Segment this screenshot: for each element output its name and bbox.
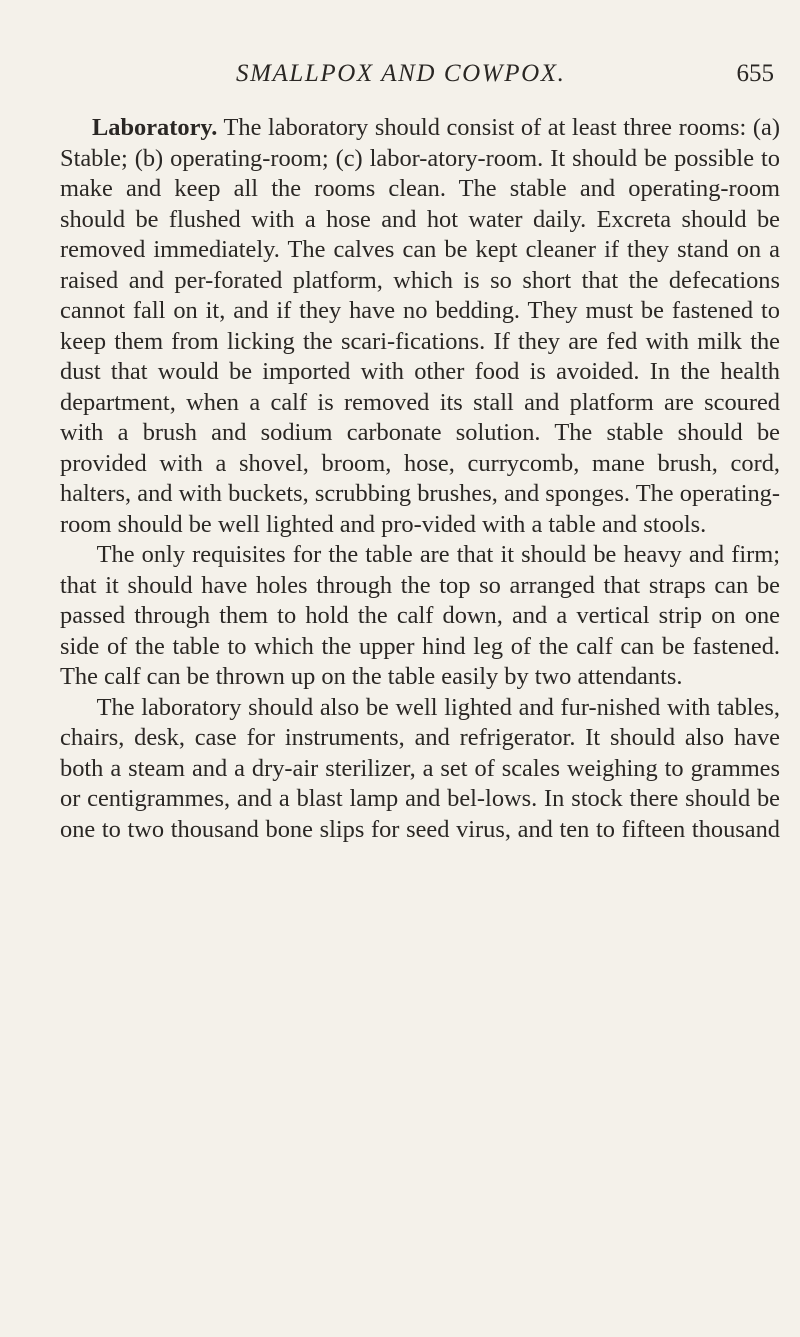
- run-in-heading: Laboratory.: [92, 114, 218, 141]
- running-head: SMALLPOX AND COWPOX.: [236, 60, 566, 87]
- page-number: 655: [736, 60, 774, 87]
- paragraph-laboratory: [60, 113, 780, 540]
- body-text: [60, 113, 780, 845]
- page-header: [60, 60, 780, 100]
- paragraph-laboratory-furnishing: The laboratory should also be well lighted and fur-nished with tables, chairs, desk, case for instruments, and refrigerator. It should also have both a steam and a dry-air sterilizer, a set of scales weighing to grammes or centigrammes, and a blast lamp and bel-lows. In stock there should be one to two thousand bone slips for seed virus, and ten to fifteen thousand: [60, 693, 780, 843]
- paragraph-table-requisites: The only requisites for the table are that it should be heavy and firm; that it should have holes through the top so arranged that straps can be passed through them to hold the calf down, and a vertical strip on one side of the table to which the upper hind leg of the calf can be fastened. The calf can be thrown up on the table easily by two attendants.: [60, 541, 780, 690]
- paragraph-text: The laboratory should consist of at least three rooms: (a) Stable; (b) operating-room; (c) labor-atory-room. It should be possible to make and keep all the rooms clean. The stable and operating-room should be flushed with a hose and hot water daily. Excreta should be removed immediately. The calves can be kept cleaner if they stand on a raised and per-forated platform, which is so short that the defecations cannot fall on it, and if they have no bedding. They must be fastened to keep them from licking the scari-fications. If they are fed with milk the dust that would be imported with other food is avoided. In the health department, when a calf is removed its stall and platform are scoured with a brush and sodium carbonate solution. The stable should be provided with a shovel, broom, hose, currycomb, mane brush, cord, halters, and with buckets, scrubbing brushes, and sponges. The operating-room should be well lighted and pro-vided with a table and stools.: [60, 114, 780, 538]
